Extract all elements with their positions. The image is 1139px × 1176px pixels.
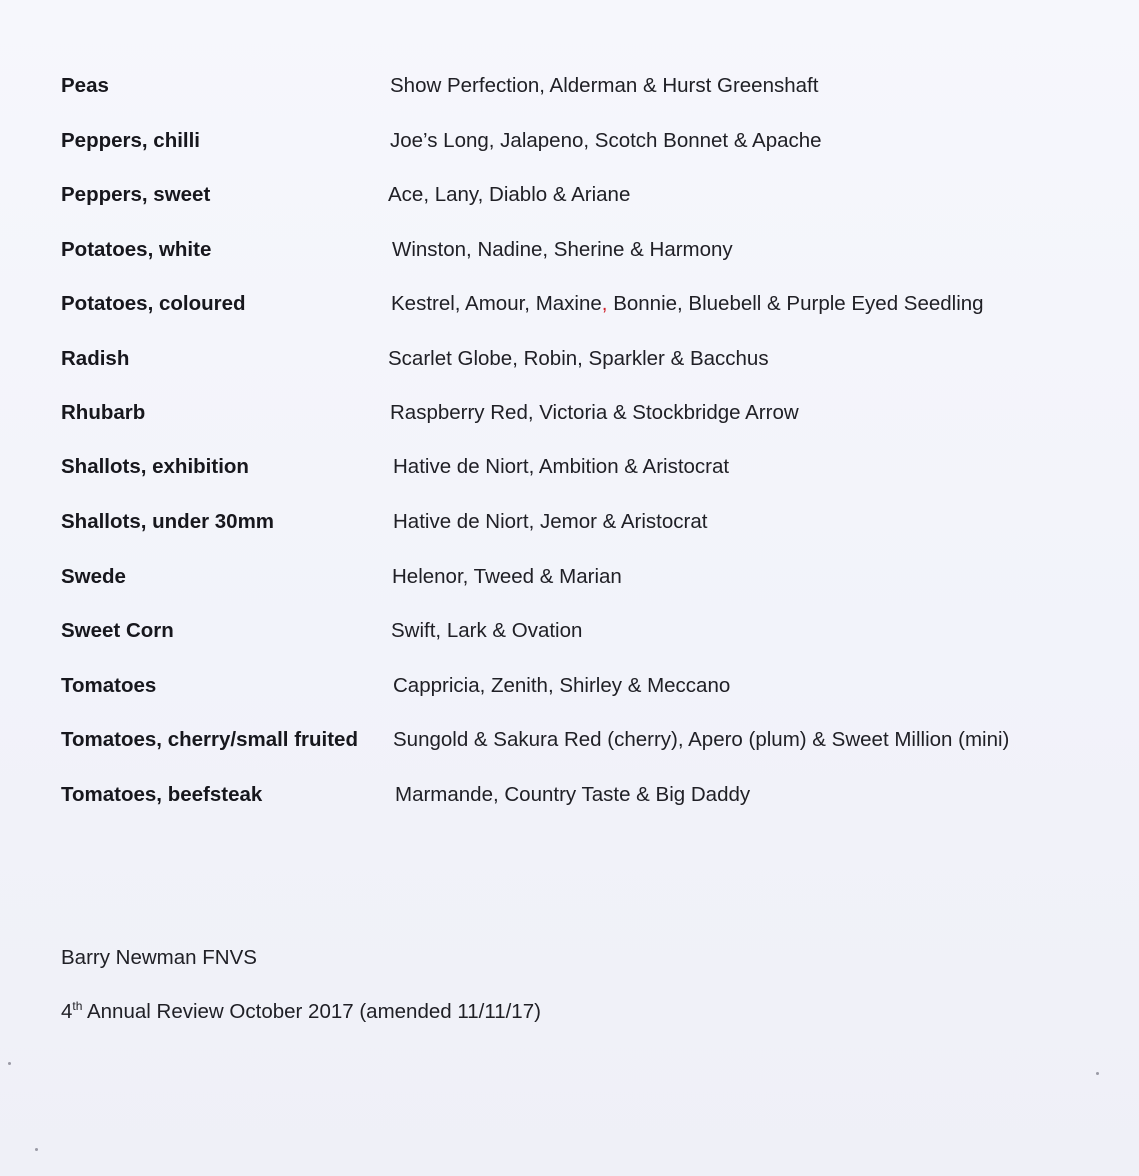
vegetable-name: Tomatoes, cherry/small fruited <box>61 728 358 751</box>
list-item <box>61 611 1101 651</box>
vegetable-name: Potatoes, white <box>61 238 212 261</box>
vegetable-name: Rhubarb <box>61 401 146 424</box>
variety-list-part: Kestrel, Amour, Maxine <box>391 292 602 315</box>
list-item <box>61 666 1101 706</box>
list-item <box>61 339 1101 379</box>
variety-list: Hative de Niort, Jemor & Aristocrat <box>393 510 708 533</box>
variety-list: Swift, Lark & Ovation <box>391 619 583 642</box>
list-item <box>61 66 1101 106</box>
list-item <box>61 230 1101 270</box>
variety-list: Ace, Lany, Diablo & Ariane <box>388 183 631 206</box>
author-line: Barry Newman FNVS <box>61 946 257 969</box>
variety-list <box>391 284 984 324</box>
list-item <box>61 284 1101 324</box>
paper-speck <box>1096 1072 1099 1075</box>
vegetable-name: Sweet Corn <box>61 619 174 642</box>
variety-list: Hative de Niort, Ambition & Aristocrat <box>393 455 730 478</box>
list-item <box>61 775 1101 815</box>
vegetable-name: Peas <box>61 74 109 97</box>
list-item <box>61 175 1101 215</box>
variety-list: Winston, Nadine, Sherine & Harmony <box>392 238 733 261</box>
variety-list-part: Bonnie, Bluebell & Purple Eyed Seedling <box>607 292 984 315</box>
list-item <box>61 720 1101 760</box>
review-date-line <box>61 994 541 1030</box>
variety-list: Show Perfection, Alderman & Hurst Greenshaft <box>390 74 819 97</box>
variety-list: Scarlet Globe, Robin, Sparkler & Bacchus <box>388 347 769 370</box>
variety-list: Helenor, Tweed & Marian <box>392 565 622 588</box>
variety-list: Cappricia, Zenith, Shirley & Meccano <box>393 674 731 697</box>
vegetable-name: Tomatoes <box>61 674 157 697</box>
list-item <box>61 121 1101 161</box>
vegetable-name: Peppers, sweet <box>61 183 211 206</box>
list-item <box>61 447 1101 487</box>
review-number: 4 <box>61 1000 73 1023</box>
review-text: Annual Review October 2017 (amended 11/11/17) <box>82 1000 541 1023</box>
list-item <box>61 502 1101 542</box>
variety-list: Raspberry Red, Victoria & Stockbridge Arrow <box>390 401 799 424</box>
highlighted-comma: , <box>601 292 608 315</box>
vegetable-name: Potatoes, coloured <box>61 292 246 315</box>
variety-list: Sungold & Sakura Red (cherry), Apero (plum) & Sweet Million (mini) <box>393 728 1010 751</box>
vegetable-name: Swede <box>61 565 126 588</box>
vegetable-name: Peppers, chilli <box>61 129 200 152</box>
vegetable-name: Shallots, under 30mm <box>61 510 275 533</box>
paper-speck <box>35 1148 38 1151</box>
vegetable-name: Radish <box>61 347 130 370</box>
variety-list: Joe’s Long, Jalapeno, Scotch Bonnet & Apache <box>390 129 822 152</box>
variety-list: Marmande, Country Taste & Big Daddy <box>395 783 751 806</box>
vegetable-name: Shallots, exhibition <box>61 455 249 478</box>
paper-speck <box>8 1062 11 1065</box>
review-ordinal-suffix: th <box>72 999 83 1014</box>
list-item <box>61 557 1101 597</box>
vegetable-name: Tomatoes, beefsteak <box>61 783 263 806</box>
list-item <box>61 393 1101 433</box>
